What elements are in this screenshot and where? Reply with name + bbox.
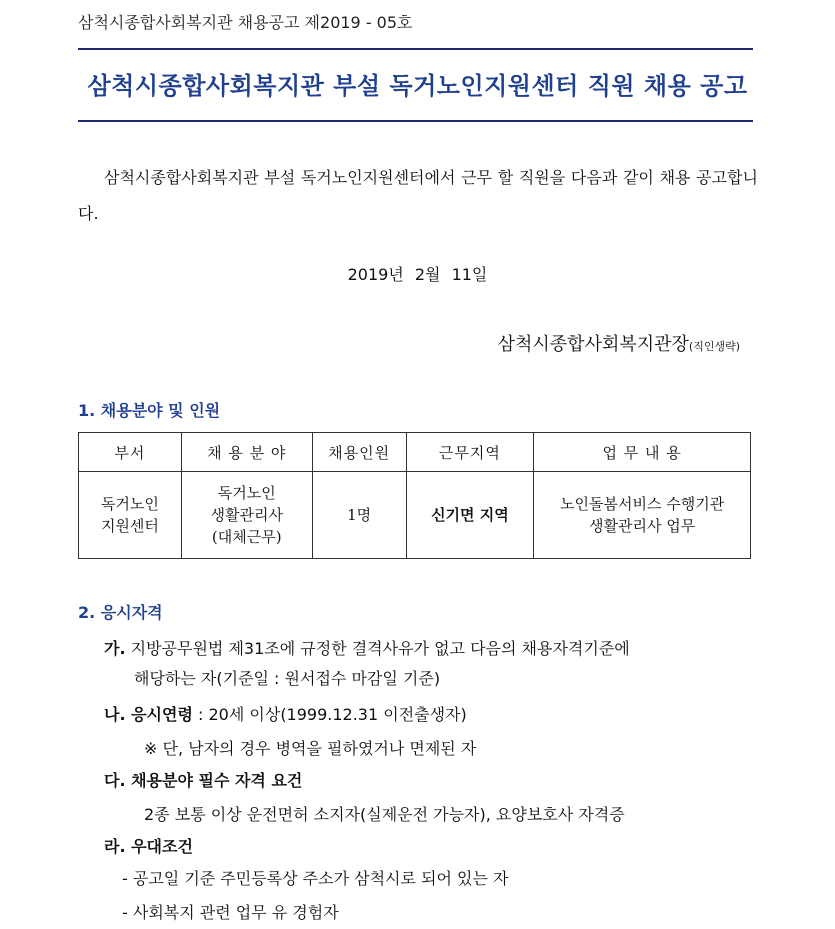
issuer-name: 삼척시종합사회복지관장 — [497, 334, 689, 355]
table-header-cell: 업 무 내 용 — [534, 433, 751, 472]
announcement-date: 2019년 2월 11일 — [347, 265, 488, 284]
cell-department — [79, 472, 182, 559]
title-bottom-rule — [78, 120, 753, 122]
cell-line: (대체근무) — [211, 528, 282, 546]
cell-line: 노인돌봄서비스 수행기관 — [560, 495, 725, 513]
table-header-cell: 채용인원 — [312, 433, 406, 472]
page-title: 삼척시종합사회복지관 부설 독거노인지원센터 직원 채용 공고 — [87, 72, 748, 100]
cell-line: 독거노인 — [217, 484, 276, 502]
recruitment-table — [78, 432, 751, 559]
announcement-reference: 삼척시종합사회복지관 채용공고 제2019 - 05호 — [78, 13, 413, 32]
cell-line: 생활관리사 — [210, 506, 283, 524]
intro-paragraph: 삼척시종합사회복지관 부설 독거노인지원센터에서 근무 할 직원을 다음과 같이 채용 공고합니다. — [78, 168, 758, 223]
cell-field — [181, 472, 312, 559]
table-header-row — [79, 433, 751, 472]
qualification-ra: 라. 우대조건 — [104, 837, 193, 856]
qualification-ga — [104, 636, 630, 659]
qualification-da-text: 2종 보통 이상 운전면허 소지자(실제운전 가능자), 요양보호사 자격증 — [144, 805, 625, 824]
title-top-rule — [78, 48, 753, 50]
table-row — [79, 472, 751, 559]
cell-duties — [534, 472, 751, 559]
cell-headcount: 1명 — [312, 472, 406, 559]
item-label: 가. — [104, 639, 126, 658]
item-text: : 20세 이상(1999.12.31 이전출생자) — [192, 705, 467, 724]
cell-region: 신기면 지역 — [406, 472, 534, 559]
table-header-cell: 채 용 분 야 — [181, 433, 312, 472]
issuer — [498, 330, 740, 356]
list-item: - 사회복지 관련 업무 유 경험자 — [122, 903, 339, 922]
cell-line: 독거노인 — [100, 495, 159, 513]
qualification-na — [104, 702, 467, 725]
section-heading-recruitment: 1. 채용분야 및 인원 — [78, 401, 221, 420]
table-header-cell: 부서 — [79, 433, 182, 472]
qualification-ga-continued: 해당하는 자(기준일 : 원서접수 마감일 기준) — [134, 669, 441, 688]
issuer-seal-note: (직인생략) — [688, 340, 740, 353]
table-header-cell: 근무지역 — [406, 433, 534, 472]
section-heading-qualifications: 2. 응시자격 — [78, 603, 163, 622]
cell-line: 생활관리사 업무 — [589, 517, 696, 535]
list-item: - 공고일 기준 주민등록상 주소가 삼척시로 되어 있는 자 — [122, 869, 509, 888]
item-label: 나. 응시연령 — [104, 705, 193, 724]
item-text: 지방공무원법 제31조에 규정한 결격사유가 없고 다음의 채용자격기준에 — [130, 639, 630, 658]
qualification-da: 다. 채용분야 필수 자격 요건 — [104, 771, 303, 790]
cell-line: 지원센터 — [100, 517, 159, 535]
qualification-na-note: ※ 단, 남자의 경우 병역을 필하였거나 면제된 자 — [144, 739, 477, 758]
